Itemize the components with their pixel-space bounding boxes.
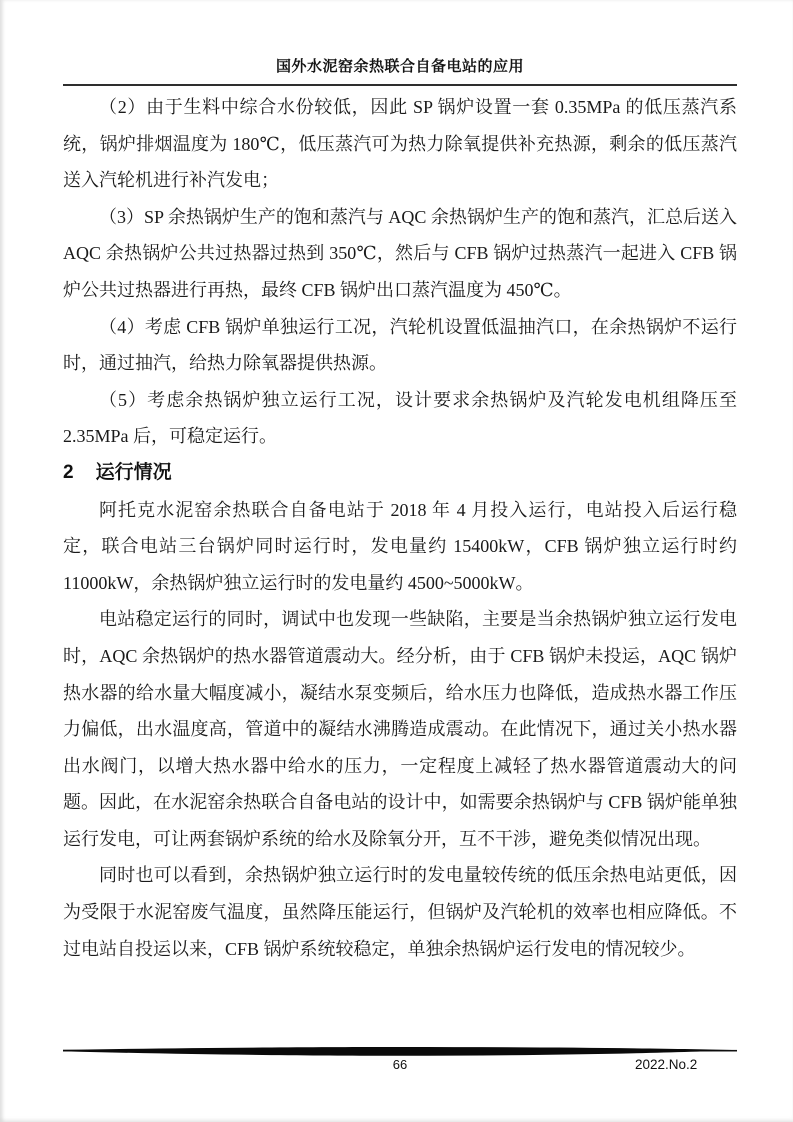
paragraph-operation-3: 同时也可以看到，余热锅炉独立运行时的发电量较传统的低压余热电站更低，因为受限于水泥窑废气温度，虽然降压能运行，但锅炉及汽轮机的效率也相应降低。不过电站自投运以来，CFB 锅炉系统较稳定，单独余热锅炉运行发电的情况较少。: [63, 865, 737, 959]
paragraph-item-4: （4）考虑 CFB 锅炉单独运行工况，汽轮机设置低温抽汽口，在余热锅炉不运行时，通过抽汽，给热力除氧器提供热源。: [63, 316, 737, 374]
section-title: 运行情况: [95, 461, 172, 483]
header-rule: [63, 84, 737, 86]
running-head-title: 国外水泥窑余热联合自备电站的应用: [275, 59, 524, 75]
section-number: 2: [63, 461, 74, 483]
paragraph-operation-1: 阿托克水泥窑余热联合自备电站于 2018 年 4 月投入运行，电站投入后运行稳定，联合电站三台锅炉同时运行时，发电量约 15400kW，CFB 锅炉独立运行时约 11000kW，余热锅炉独立运行时的发电量约 4500~5000kW。: [63, 499, 737, 593]
footer-divider-bar: [63, 1046, 737, 1057]
paragraph-item-5: （5）考虑余热锅炉独立运行工况，设计要求余热锅炉及汽轮发电机组降压至 2.35MPa 后，可稳定运行。: [63, 389, 737, 447]
journal-issue-label: 2022.No.2: [635, 1057, 698, 1072]
document-body: [63, 89, 737, 967]
paragraph-item-3: （3）SP 余热锅炉生产的饱和蒸汽与 AQC 余热锅炉生产的饱和蒸汽，汇总后送入 AQC 余热锅炉公共过热器过热到 350℃，然后与 CFB 锅炉过热蒸汽一起进入 CFB 锅炉公共过热器进行再热，最终 CFB 锅炉出口蒸汽温度为 450℃。: [63, 206, 737, 300]
page-number: 66: [392, 1057, 408, 1072]
paragraph-operation-2: 电站稳定运行的同时，调试中也发现一些缺陷，主要是当余热锅炉独立运行发电时，AQC 余热锅炉的热水器管道震动大。经分析，由于 CFB 锅炉未投运，AQC 锅炉热水器的给水量大幅度减小，凝结水泵变频后，给水压力也降低，造成热水器工作压力偏低，出水温度高，管道中的凝结水沸腾造成震动。在此情况下，通过关小热水器出水阀门，以增大热水器中给水的压力，一定程度上减轻了热水器管道震动大的问题。因此，在水泥窑余热联合自备电站的设计中，如需要余热锅炉与 CFB 锅炉能单独运行发电，可让两套锅炉系统的给水及除氧分开，互不干涉，避免类似情况出现。: [63, 609, 737, 849]
section-heading-operation-status: [63, 455, 737, 492]
paragraph-item-2: （2）由于生料中综合水份较低，因此 SP 锅炉设置一套 0.35MPa 的低压蒸汽系统，锅炉排烟温度为 180℃，低压蒸汽可为热力除氧提供补充热源，剩余的低压蒸汽送入汽轮机进行补汽发电；: [63, 97, 737, 191]
